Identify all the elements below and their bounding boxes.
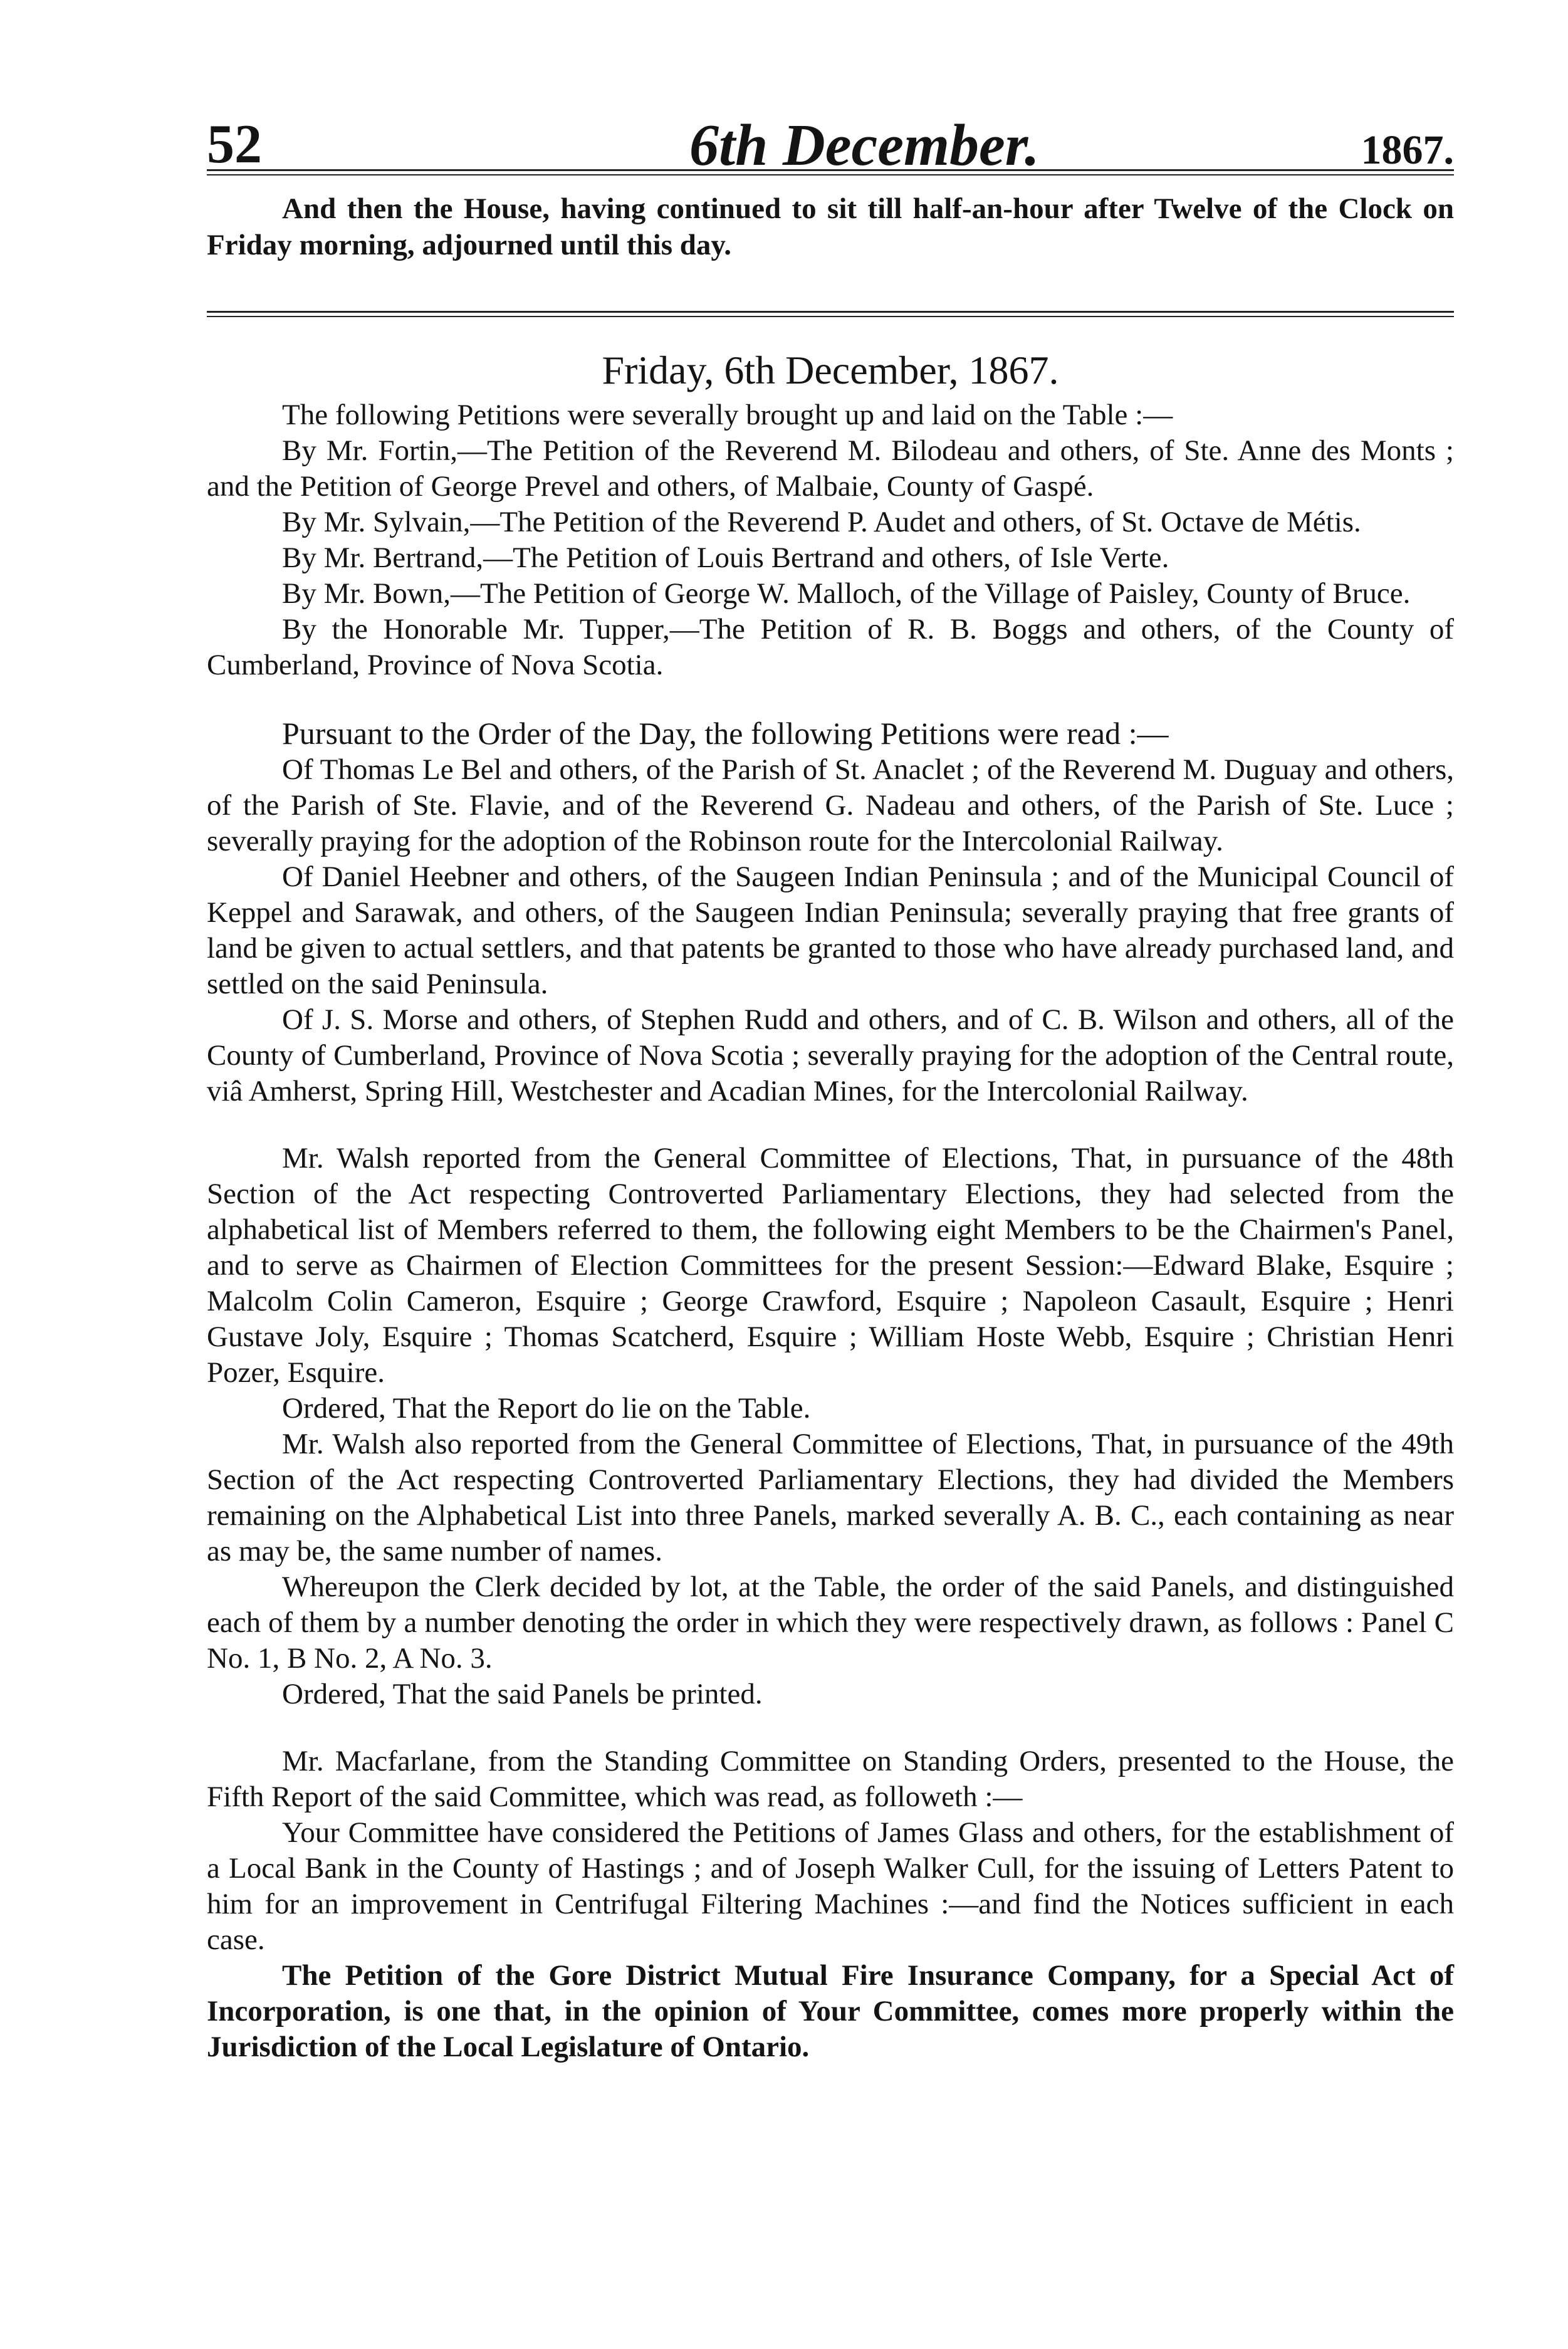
petitions-brought-section xyxy=(207,397,1454,683)
standing-orders-para-1: Your Committee have considered the Petitions of James Glass and others, for the establishment of a Local Bank in the County of Hastings ; and of Joseph Walker Cull, for the issuing of Letters Patent to him for an improvement in Centrifugal Filtering Machines :—and find the Notices sufficient in each case. xyxy=(207,1816,1454,1956)
journal-page xyxy=(207,0,1454,2065)
petition-item: By Mr. Bertrand,—The Petition of Louis Bertrand and others, of Isle Verte. xyxy=(282,541,1169,574)
petition-read-item: Of J. S. Morse and others, of Stephen Rudd and others, and of C. B. Wilson and others, all of the County of Cumberland, Province of Nova Scotia ; severally praying for the adoption of the Central route, viâ Amherst, Spring Hill, Westchester and Acadian Mines, for the Intercolonial Railway. xyxy=(207,1003,1454,1107)
petition-item: By Mr. Fortin,—The Petition of the Reverend M. Bilodeau and others, of Ste. Anne des Monts ; and the Petition of George Prevel and others, of Malbaie, County of Gaspé. xyxy=(207,434,1454,503)
standing-orders-section xyxy=(207,1744,1454,2065)
petition-item: By Mr. Bown,—The Petition of George W. Malloch, of the Village of Paisley, County of Bruce. xyxy=(282,577,1411,610)
page-number: 52 xyxy=(207,114,262,175)
elections-report-2: Mr. Walsh also reported from the General Committee of Elections, That, in pursuance of the 49th Section of the Act respecting Controverted Parliamentary Elections, they had divided the Members remaining on the Alphabetical List into three Panels, marked severally A. B. C., each containing as near as may be, the same number of names. xyxy=(207,1428,1454,1567)
lot-order: Whereupon the Clerk decided by lot, at the Table, the order of the said Panels, and distinguished each of them by a number denoting the order in which they were respectively drawn, as follows : Panel C No. 1, B No. 2, A No. 3. xyxy=(207,1571,1454,1675)
page-header xyxy=(207,0,1454,178)
header-year: 1867. xyxy=(1361,127,1454,173)
section-rule xyxy=(207,311,1454,317)
day-heading: Friday, 6th December, 1867. xyxy=(602,348,1059,392)
petition-item: By Mr. Sylvain,—The Petition of the Reverend P. Audet and others, of St. Octave de Métis. xyxy=(282,506,1361,538)
elections-section xyxy=(207,1141,1454,1712)
ordered-1: Ordered, That the Report do lie on the Table. xyxy=(282,1392,811,1425)
adjournment-note: And then the House, having continued to sit till half-an-hour after Twelve of the Clock on Friday morning, adjourned until this day. xyxy=(207,192,1454,261)
petition-read-item: Of Daniel Heebner and others, of the Saugeen Indian Peninsula ; and of the Municipal Council of Keppel and Sarawak, and others, of the Saugeen Indian Peninsula; severally praying that free grants of land be given to actual settlers, and that patents be granted to those who have already purchased land, and settled on the said Peninsula. xyxy=(207,861,1454,1000)
petitions-read-section xyxy=(207,714,1454,1109)
petitions-brought-intro: The following Petitions were severally brought up and laid on the Table :— xyxy=(282,399,1173,431)
petition-item: By the Honorable Mr. Tupper,—The Petition of R. B. Boggs and others, of the County of Cumberland, Province of Nova Scotia. xyxy=(207,613,1454,681)
ordered-2: Ordered, That the said Panels be printed. xyxy=(282,1678,763,1710)
standing-orders-para-2: The Petition of the Gore District Mutual Fire Insurance Company, for a Special Act of Incorporation, is one that, in the opinion of Your Committee, comes more properly within the Jurisdiction of the Local Legislature of Ontario. xyxy=(207,1959,1454,2063)
petitions-read-intro: Pursuant to the Order of the Day, the following Petitions were read :— xyxy=(282,716,1169,751)
petition-read-item: Of Thomas Le Bel and others, of the Parish of St. Anaclet ; of the Reverend M. Duguay and others, of the Parish of Ste. Flavie, and of the Reverend G. Nadeau and others, of the Parish of Ste. Luce ; severally praying for the adoption of the Robinson route for the Intercolonial Railway. xyxy=(207,753,1454,857)
header-date: 6th December. xyxy=(689,113,1040,178)
elections-report-1: Mr. Walsh reported from the General Committee of Elections, That, in pursuance of the 48th Section of the Act respecting Controverted Parliamentary Elections, they had selected from the alphabetical list of Members referred to them, the following eight Members to be the Chairmen's Panel, and to serve as Chairmen of Election Committees for the present Session:—Edward Blake, Esquire ; Malcolm Colin Cameron, Esquire ; George Crawford, Esquire ; Napoleon Casault, Esquire ; Henri Gustave Joly, Esquire ; Thomas Scatcherd, Esquire ; William Hoste Webb, Esquire ; Christian Henri Pozer, Esquire. xyxy=(207,1142,1454,1389)
standing-orders-intro: Mr. Macfarlane, from the Standing Committee on Standing Orders, presented to the House, the Fifth Report of the said Committee, which was read, as followeth :— xyxy=(207,1745,1454,1813)
